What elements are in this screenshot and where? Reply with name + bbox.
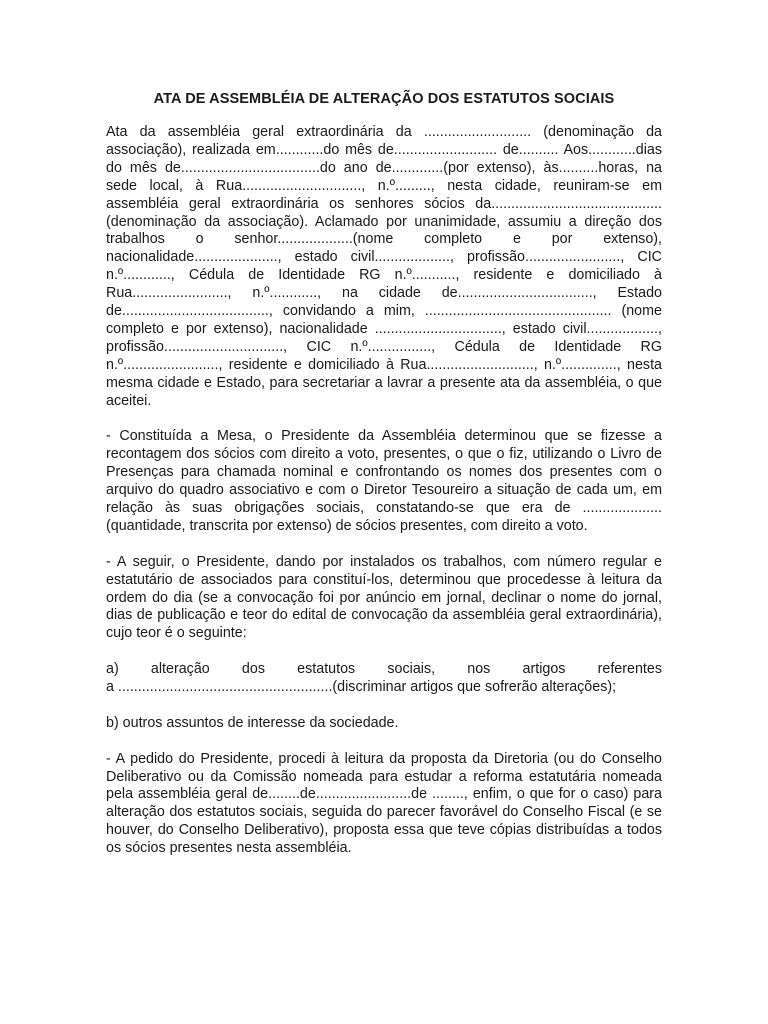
agenda-item-a-word: artigos <box>522 661 566 678</box>
agenda-item-a-word: estatutos <box>297 661 356 678</box>
agenda-item-a <box>106 661 662 697</box>
paragraph-ordem-do-dia: - A seguir, o Presidente, dando por instalados os trabalhos, com número regular e estatutário de associados para constituí-los, determinou que procedesse à leitura da ordem do dia (se a convocação foi por anúncio em jornal, declinar o nome do jornal, dias de publicação e teor do edital de convocação da assembléia geral extraordinária), cujo teor é o seguinte: <box>106 553 662 642</box>
agenda-item-a-line2: a ......................................................(discriminar artigos que sofrerão alterações); <box>106 679 617 696</box>
paragraph-mesa: - Constituída a Mesa, o Presidente da Assembléia determinou que se fizesse a recontagem dos sócios com direito a voto, presentes, o que o fiz, utilizando o Livro de Presenças para chamada nominal e confrontando os nomes dos presentes com o arquivo do quadro associativo e com o Diretor Tesoureiro a situação de cada um, em relação às suas obrigações sociais, constatando-se que era de .................... (quantidade, transcrita por extenso) de sócios presentes, com direito a voto. <box>106 428 662 534</box>
paragraph-opening: Ata da assembléia geral extraordinária da ........................... (denominação da associação), realizada em............do mês de.......................... de.......... Aos............dias do mês de...................................do ano de.............(por extenso), às..........horas, na sede local, à Rua.............................., n.º........., nesta cidade, reuniram-se em assembléia geral extraordinária os senhores sócios da...........................................(denominação da associação). Aclamado por unanimidade, assumiu a direção dos trabalhos o senhor...................(nome completo e por extenso), nacionalidade....................., estado civil..................., profissão........................, CIC n.º............, Cédula de Identidade RG n.º..........., residente e domiciliado à Rua........................, n.º............, na cidade de.................................., Estado de....................................., convidando a mim, ............................................... (nome completo e por extenso), nacionalidade ................................, estado civil.................., profissão.............................., CIC n.º................, Cédula de Identidade RG n.º........................, residente e domiciliado à Rua..........................., n.º.............., nesta mesma cidade e Estado, para secretariar a lavrar a presente ata da assembléia, o que aceitei. <box>106 124 662 409</box>
agenda-item-a-line1 <box>106 661 662 679</box>
agenda-item-a-word: a) <box>106 661 119 678</box>
agenda-item-a-word: referentes <box>597 661 662 678</box>
agenda-item-a-word: nos <box>467 661 491 678</box>
document-title: ATA DE ASSEMBLÉIA DE ALTERAÇÃO DOS ESTATUTOS SOCIAIS <box>153 91 615 107</box>
paragraph-proposta: - A pedido do Presidente, procedi à leitura da proposta da Diretoria (ou do Conselho Deliberativo ou da Comissão nomeada para estudar a reforma estatutária nomeada pela assembléia geral de........de........................de ........, enfim, o que for o caso) para alteração dos estatutos sociais, seguida do parecer favorável do Conselho Fiscal (e se houver, do Conselho Deliberativo), proposta essa que teve cópias distribuídas a todos os sócios presentes nesta assembléia. <box>106 750 662 857</box>
agenda-item-a-word: sociais, <box>387 661 436 678</box>
agenda-item-b: b) outros assuntos de interesse da sociedade. <box>106 714 399 731</box>
agenda-item-a-word: dos <box>241 661 265 678</box>
agenda-item-a-word: alteração <box>150 661 210 678</box>
